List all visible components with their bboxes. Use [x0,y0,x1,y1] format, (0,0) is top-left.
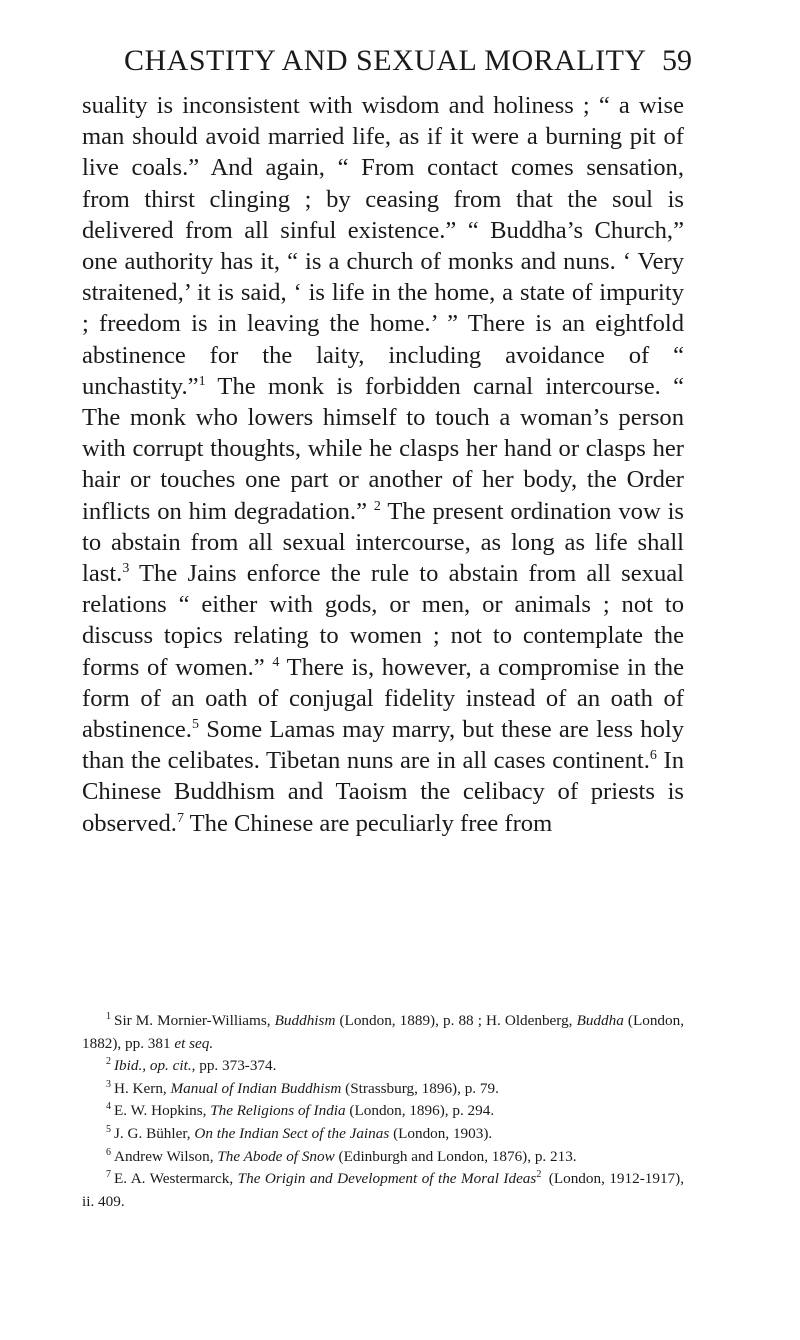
running-title: CHASTITY AND SEXUAL MORALITY [124,44,647,77]
footnote-number: 2 [106,1056,111,1068]
body-text-run: There is, however, a compromise in the form of an oath of conjugal fidelity instead of an oath of abstinence. [82,653,684,744]
page-number: 59 [662,44,692,77]
footnote-marker: 7 [176,810,184,826]
footnote-text: , pp. 373-374. [191,1057,277,1075]
footnote-title: Buddha [576,1012,624,1029]
footnote-number: 5 [106,1123,111,1135]
footnote-marker: 2 [373,498,381,514]
footnote-text: H. Kern, [114,1079,171,1097]
footnote [82,1168,684,1213]
footnote-marker: 1 [198,373,206,389]
footnote-text: (London, 1912-1917), ii. 409. [82,1170,684,1210]
footnote [82,1078,684,1101]
footnote-marker: 6 [649,748,657,764]
footnote-number: 6 [106,1146,111,1158]
page-header [82,44,692,88]
footnote-marker: 3 [122,561,130,577]
footnote-text: E. A. Westermarck, [114,1170,238,1188]
body-text-run: suality is inconsistent with wisdom and holiness ; “ a wise man should avoid married life, as if it were a burning pit of live coals.” And again, “ From contact comes sensation, from thirst clinging ; by ceasing from that the soul is delivered from all sinful existence.” “ Buddha’s Church,” one authority has it, “ is a church of monks and nuns. ‘ Very straitened,’ it is said, ‘ is life in the home, a state of impurity ; freedom is in leaving the home.’ ” There is an eightfold abstinence for the laity, including avoidance of “ unchastity.” [82,92,684,400]
footnote-number: 1 [106,1011,111,1022]
footnote-text: (London, 1882), pp. 381 [82,1012,684,1052]
footnote-text: (London, 1896), p. 294. [345,1102,495,1120]
footnote-title: Manual of Indian Buddhism [170,1079,342,1097]
footnote-number: 7 [106,1169,111,1181]
footnote-number: 4 [106,1101,111,1113]
body-text-run: The monk is forbidden carnal intercourse. “ The monk who lowers himself to touch a woman’s person with corrupt thoughts, while he clasps her hand or clasps her hair or touches one part or another of her body, the Order inflicts on him degradation.” [82,372,684,525]
body-text [82,90,684,839]
footnote [82,1100,684,1123]
footnote-text: (London, 1903). [389,1124,493,1142]
body-text-run: Some Lamas may marry, but these are less holy than the celibates. Tibetan nuns are in all cases continent. [82,716,684,775]
footnote-title: The Abode of Snow [217,1147,335,1165]
body-text-run: The Jains enforce the rule to abstain from all sexual relations “ either with gods, or men, or animals ; not to discuss topics relating to women ; not to contemplate the forms of women.” [82,560,684,681]
footnote-text: Andrew Wilson, [114,1147,218,1165]
footnote-marker: 4 [272,654,280,670]
footnote [82,1055,684,1078]
footnote [82,1146,684,1169]
body-text-run: In Chinese Buddhism and Taoism the celibacy of priests is observed. [82,747,684,837]
footnote-text: Sir M. Mornier-Williams, [114,1012,275,1029]
footnote [82,1010,684,1055]
footnote-text: J. G. Bühler, [114,1124,195,1142]
footnote-title: et seq. [174,1034,214,1052]
footnotes [82,1010,684,1213]
footnote-text: (Strassburg, 1896), p. 79. [341,1079,499,1097]
body-text-run: The Chinese are peculiarly free from [183,809,553,837]
footnote-text: (London, 1889), p. 88 ; H. Oldenberg, [335,1012,577,1029]
edition-marker: 2 [536,1169,542,1181]
footnote-marker: 5 [191,717,199,733]
footnote-title: The Origin and Development of the Moral Ideas [237,1170,537,1188]
footnote-title: On the Indian Sect of the Jainas [194,1124,390,1142]
footnote-title: Buddhism [274,1012,336,1029]
footnote-number: 3 [106,1078,111,1090]
body-text-run: The present ordination vow is to abstain from all sexual intercourse, as long as life shall last. [82,497,685,588]
footnote-text: (Edinburgh and London, 1876), p. 213. [334,1147,577,1165]
footnote-title: Ibid., op. cit. [114,1057,192,1075]
footnote [82,1123,684,1146]
footnote-text: E. W. Hopkins, [114,1102,211,1120]
footnote-title: The Religions of India [210,1102,346,1120]
